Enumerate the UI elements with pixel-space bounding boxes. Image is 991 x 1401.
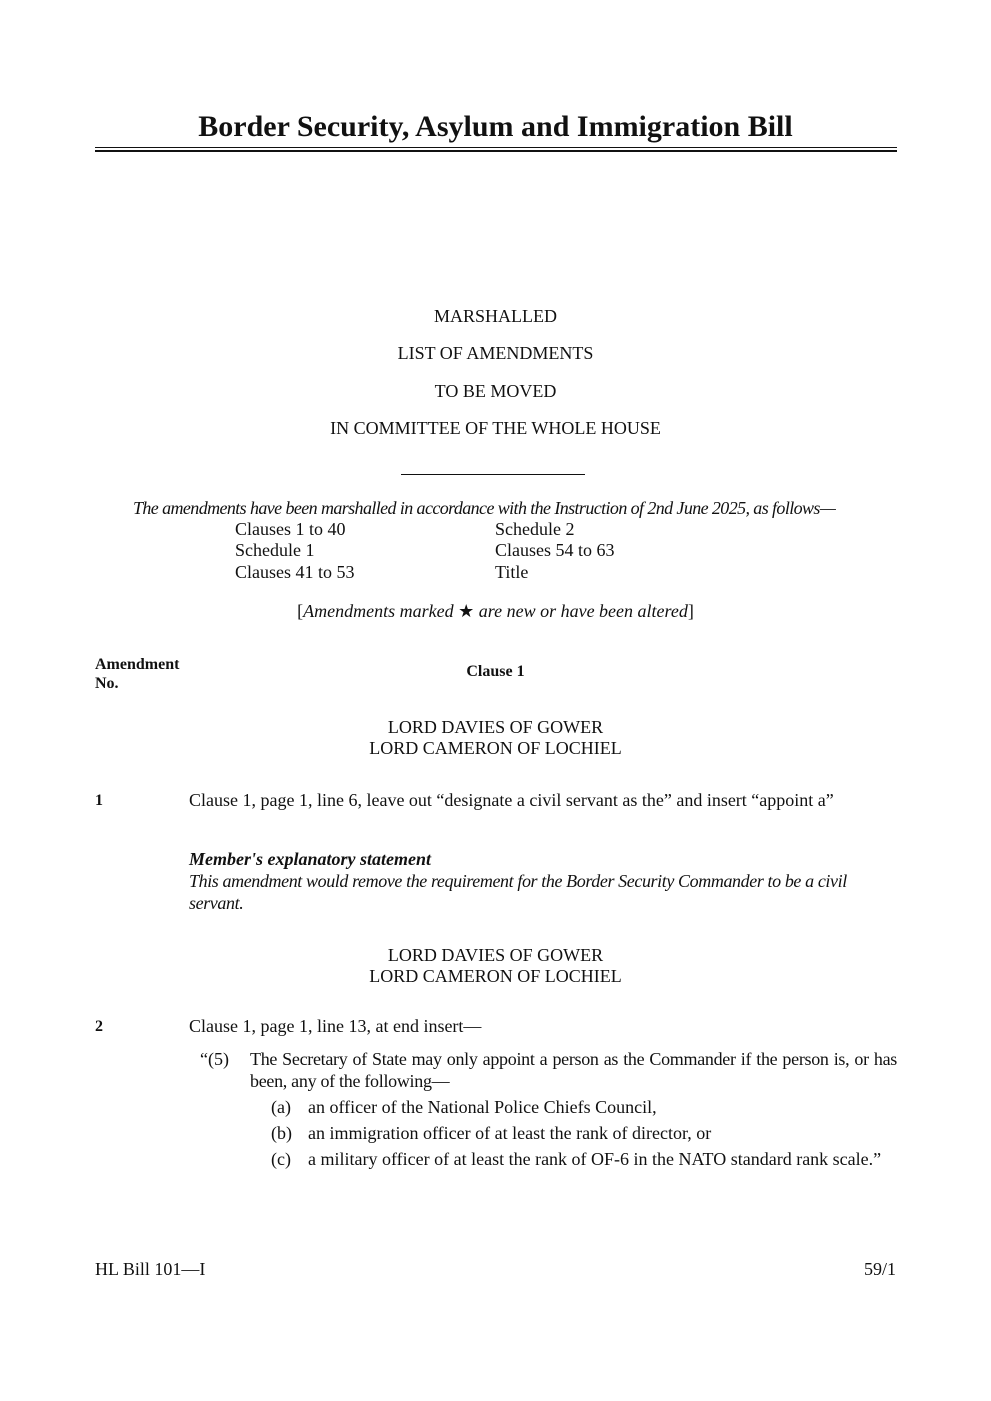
footer-bill-ref: HL Bill 101—I xyxy=(95,1259,206,1279)
amendments-note: [Amendments marked ★ are new or have been altered] xyxy=(297,601,694,621)
amendment-text: Clause 1, page 1, line 6, leave out “designate a civil servant as the” and insert “appoint a” xyxy=(189,790,834,810)
amendment-no-label: Amendment No. xyxy=(95,656,180,692)
statement-heading: Member's explanatory statement xyxy=(189,849,431,869)
item-text: a military officer of at least the rank of OF-6 in the NATO standard rank scale.” xyxy=(308,1149,882,1169)
bill-title: Border Security, Asylum and Immigration Bill xyxy=(198,110,793,143)
sponsor: LORD CAMERON OF LOCHIEL xyxy=(369,738,622,758)
amendment-number: 2 xyxy=(95,1018,103,1035)
footer-page-ref: 59/1 xyxy=(863,1259,896,1279)
subsection-label: “(5) xyxy=(200,1049,229,1069)
order-item: Schedule 2 xyxy=(495,519,575,539)
order-item: Clauses 54 to 63 xyxy=(495,540,615,560)
item-label: (b) xyxy=(271,1123,292,1143)
item-text: an immigration officer of at least the rank of director, or xyxy=(308,1123,712,1143)
heading-line: IN COMMITTEE OF THE WHOLE HOUSE xyxy=(330,418,661,438)
amendment-number: 1 xyxy=(95,792,103,809)
clause-heading: Clause 1 xyxy=(466,663,525,680)
order-item: Clauses 1 to 40 xyxy=(235,519,346,539)
title-rule-thin xyxy=(95,147,897,148)
item-label: (c) xyxy=(271,1149,291,1169)
marshalling-intro: The amendments have been marshalled in accordance with the Instruction of 2nd June 2025, as follows— xyxy=(133,498,836,518)
divider xyxy=(401,474,585,475)
heading-line: TO BE MOVED xyxy=(434,381,557,401)
star-icon: ★ xyxy=(458,601,475,621)
subsection-text: The Secretary of State may only appoint a person as the Commander if the person is, or has been, any of the following— xyxy=(250,1049,897,1091)
title-rule-thick xyxy=(95,150,897,152)
item-text: an officer of the National Police Chiefs Council, xyxy=(308,1097,657,1117)
explanatory-statement: This amendment would remove the requirement for the Border Security Commander to be a civil servant. xyxy=(189,871,847,913)
amendment-text: Clause 1, page 1, line 13, at end insert— xyxy=(189,1016,482,1036)
heading-line: LIST OF AMENDMENTS xyxy=(397,343,594,363)
order-item: Title xyxy=(495,562,529,582)
order-item: Clauses 41 to 53 xyxy=(235,562,355,582)
sponsor: LORD CAMERON OF LOCHIEL xyxy=(369,966,622,986)
sponsor: LORD DAVIES OF GOWER xyxy=(387,717,604,737)
order-item: Schedule 1 xyxy=(235,540,315,560)
sponsor: LORD DAVIES OF GOWER xyxy=(387,945,604,965)
heading-line: MARSHALLED xyxy=(433,306,557,326)
item-label: (a) xyxy=(271,1097,291,1117)
